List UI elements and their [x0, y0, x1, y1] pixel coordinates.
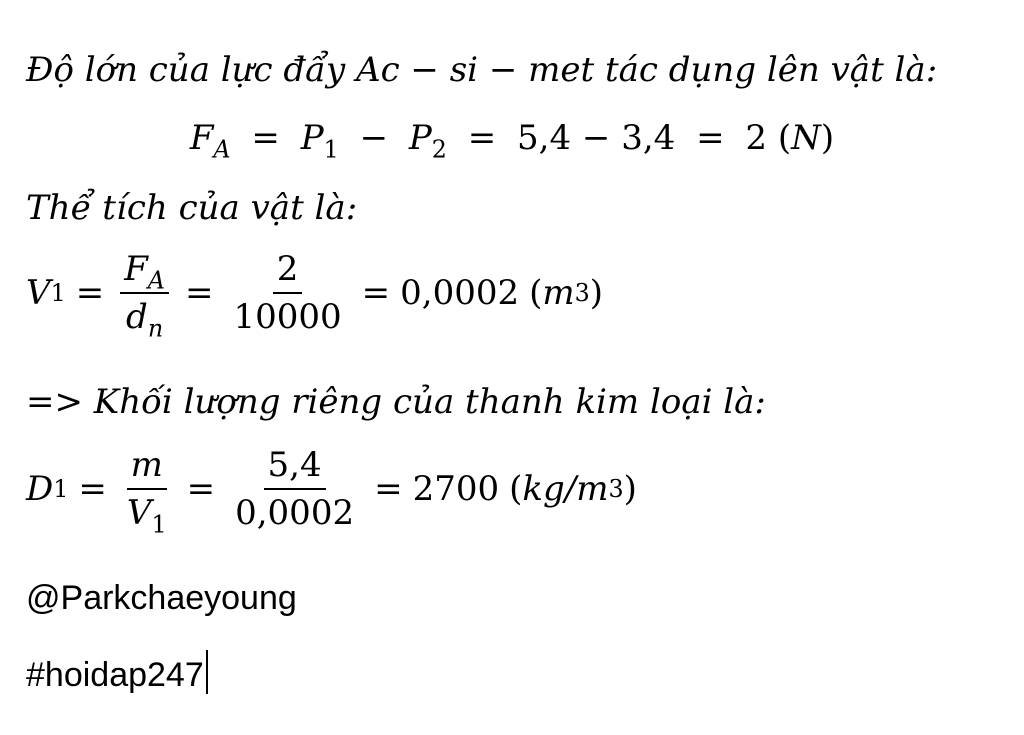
force-result: 2 [745, 118, 768, 158]
buoyant-force-equation: $F_A = P_1 - P_2 = 5,4 - 3,4 = 2$ (N) [189, 118, 835, 164]
volume-result: 0,0002 [400, 273, 520, 313]
density-fraction-symbolic: $\frac{m}{V_1}$ [126, 445, 167, 539]
volume-heading: Thể tích của vật là: [26, 188, 358, 228]
density-result: 2700 [412, 469, 500, 509]
density-fraction-numeric: $\frac{5,4}{0,0002}$ [235, 445, 355, 533]
volume-equation: V 1 = $\frac{F_A}{d_n}$ = $\frac{2}{10000}$ = 0,0002 ( m 3 ) [26, 249, 604, 343]
hashtag-line: #hoidap247 [26, 650, 208, 695]
force-heading [26, 50, 937, 90]
text-cursor [206, 650, 208, 694]
author-signature: @Parkchaeyoung [26, 579, 297, 617]
volume-fraction-symbolic: $\frac{F_A}{d_n}$ [120, 250, 169, 336]
force-heading-text: Độ lớn của lực đẩy Ac − si − met tác dụng lên vật là: [26, 50, 938, 90]
volume-fraction-numeric: $\frac{2}{10000}$ [233, 249, 342, 337]
density-heading: => Khối lượng riêng của thanh kim loại là: [26, 382, 766, 422]
force-unit: N [791, 118, 821, 158]
force-values: 5,4 − 3,4 [517, 118, 676, 158]
density-equation: D 1 = $\frac{m}{V_1}$ = $\frac{5,4}{0,0002}$ = 2700 ( kg/m 3 ) [26, 445, 637, 539]
